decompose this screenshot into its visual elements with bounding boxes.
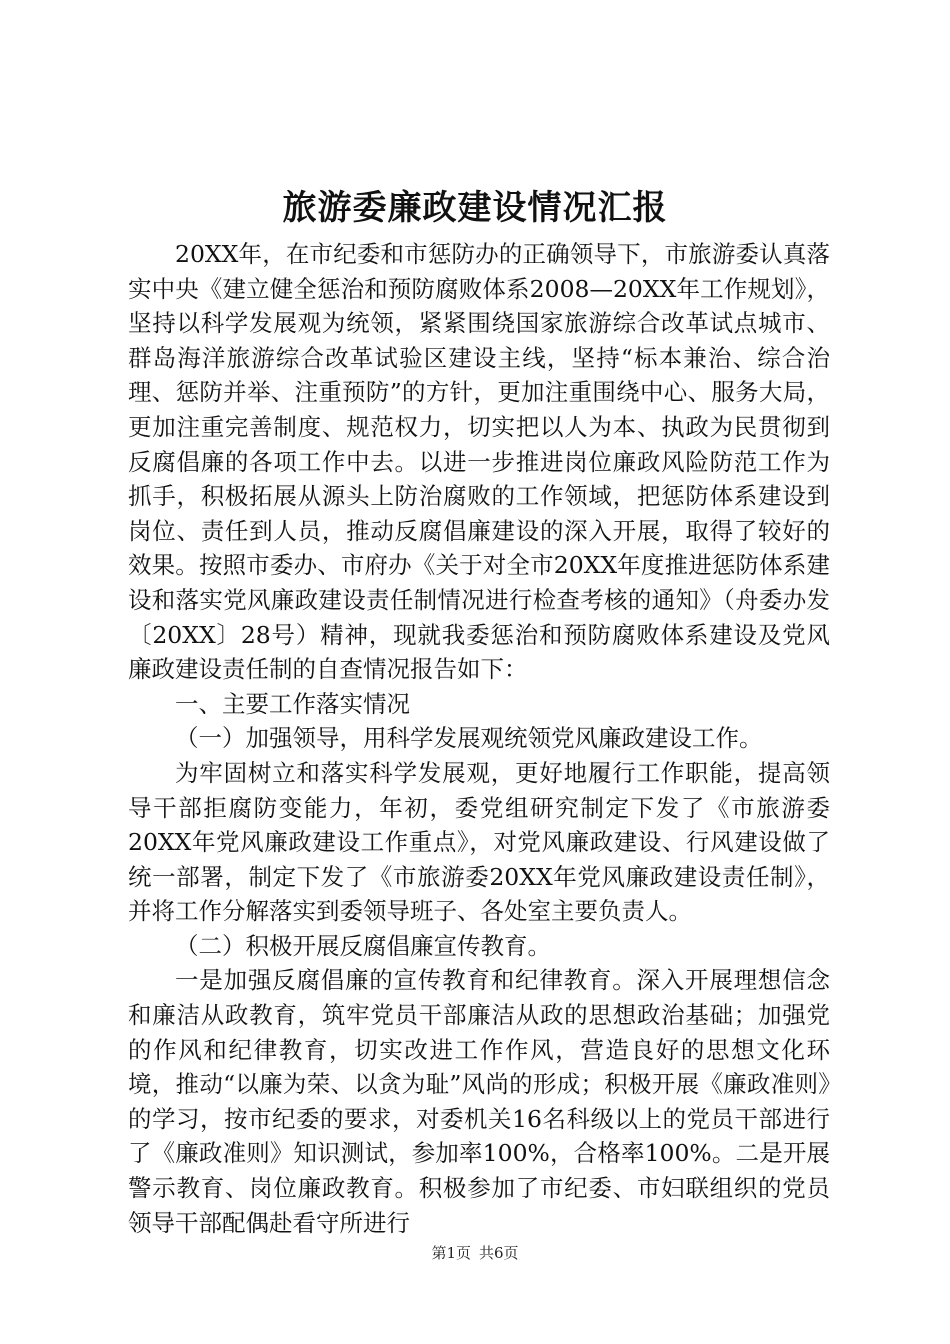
document-body xyxy=(128,237,830,1240)
page-footer xyxy=(0,1243,950,1263)
section-heading-main-work: 一、主要工作落实情况 xyxy=(175,689,410,718)
page-total: 共6页 xyxy=(479,1244,519,1262)
body-paragraph-leadership: 为牢固树立和落实科学发展观，更好地履行工作职能，提高领导干部拒腐防变能力，年初，委党组研究制定下发了《市旅游委20XX年党风廉政建设工作重点》，对党风廉政建设、行风建设做了统一部署，制定下发了《市旅游委20XX年党风廉政建设责任制》，并将工作分解落实到委领导班子、各处室主要负责人。 xyxy=(128,758,830,926)
page-number: 第1页 xyxy=(431,1244,471,1262)
document-title: 旅游委廉政建设情况汇报 xyxy=(282,188,668,228)
body-paragraph-intro: 20XX年，在市纪委和市惩防办的正确领导下，市旅游委认真落实中央《建立健全惩治和预防腐败体系2008—20XX年工作规划》，坚持以科学发展观为统领，紧紧围绕国家旅游综合改革试点城市、群岛海洋旅游综合改革试验区建设主线，坚持“标本兼治、综合治理、惩防并举、注重预防”的方针，更加注重围绕中心、服务大局，更加注重完善制度、规范权力，切实把以人为本、执政为民贯彻到反腐倡廉的各项工作中去。以进一步推进岗位廉政风险防范工作为抓手，积极拓展从源头上防治腐败的工作领域，把惩防体系建设到岗位、责任到人员，推动反腐倡廉建设的深入开展，取得了较好的效果。按照市委办、市府办《关于对全市20XX年度推进惩防体系建设和落实党风廉政建设责任制情况进行检查考核的通知》（舟委办发〔20XX〕28号）精神，现就我委惩治和预防腐败体系建设及党风廉政建设责任制的自查情况报告如下： xyxy=(128,240,830,684)
body-paragraph-education: 一是加强反腐倡廉的宣传教育和纪律教育。深入开展理想信念和廉洁从政教育，筑牢党员干部廉洁从政的思想政治基础；加强党的作风和纪律教育，切实改进工作作风，营造良好的思想文化环境，推动“以廉为荣、以贪为耻”风尚的形成；积极开展《廉政准则》的学习，按市纪委的要求，对委机关16名科级以上的党员干部进行了《廉政准则》知识测试，参加率100%，合格率100%。二是开展警示教育、岗位廉政教育。积极参加了市纪委、市妇联组织的党员领导干部配偶赴看守所进行 xyxy=(128,966,830,1237)
subsection-heading-education: （二）积极开展反腐倡廉宣传教育。 xyxy=(175,931,551,960)
subsection-heading-leadership: （一）加强领导，用科学发展观统领党风廉政建设工作。 xyxy=(175,724,763,753)
